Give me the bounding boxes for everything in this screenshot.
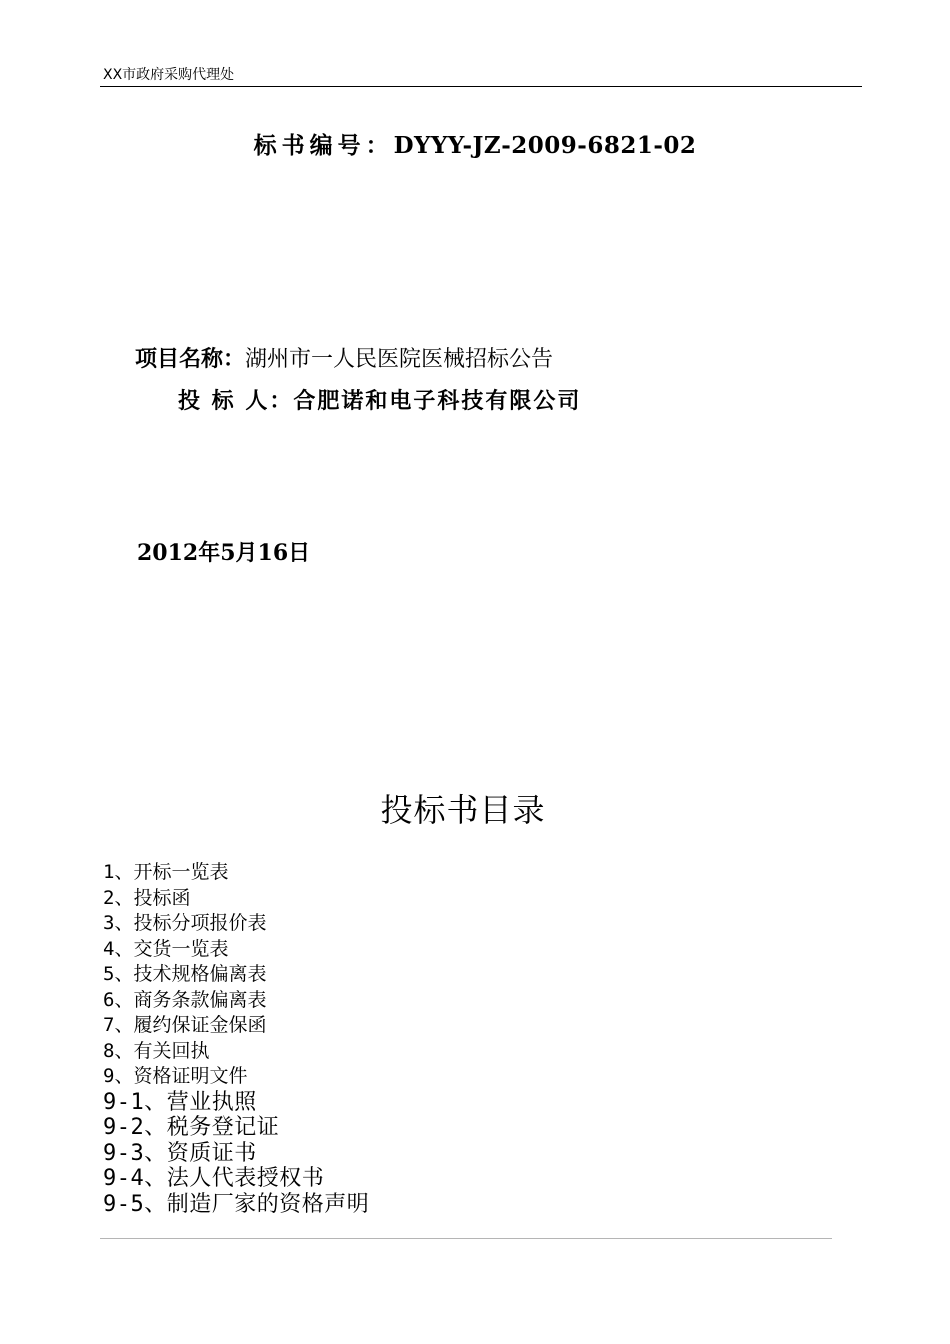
- toc-subitem: 9-4、法人代表授权书: [103, 1166, 325, 1191]
- toc-subitem: 9-3、资质证书: [103, 1140, 257, 1166]
- bid-number-value: DYYY-JZ-2009-6821-02: [393, 132, 697, 159]
- toc-item: 2、投标函: [103, 886, 191, 909]
- toc-list: [103, 860, 369, 1217]
- bidder-line: [178, 386, 581, 416]
- bidder-value: 合肥诺和电子科技有限公司: [293, 388, 582, 414]
- document-date: 2012年5月16日: [137, 540, 311, 566]
- toc-item: 5、技术规格偏离表: [103, 963, 267, 985]
- project-name-label: 项目名称：: [135, 347, 246, 372]
- toc-item: 7、履约保证金保函: [103, 1014, 267, 1036]
- toc-item: 1、开标一览表: [103, 861, 229, 883]
- footer-divider: [100, 1238, 832, 1239]
- bid-number-line: [0, 130, 950, 162]
- toc-item: 6、商务条款偏离表: [103, 988, 267, 1011]
- toc-subitem: 9-1、营业执照: [103, 1089, 257, 1115]
- page-header-org: XX市政府采购代理处: [103, 67, 235, 83]
- toc-item: 8、有关回执: [103, 1039, 210, 1062]
- toc-title: 投标书目录: [380, 791, 546, 829]
- project-name-line: [135, 345, 553, 375]
- header-divider: [100, 86, 862, 87]
- toc-subitem: 9-5、制造厂家的资格声明: [103, 1191, 370, 1217]
- bid-number-label: 标书编号：: [253, 132, 394, 159]
- project-name-value: 湖州市一人民医院医械招标公告: [245, 347, 554, 372]
- toc-item: 4、交货一览表: [103, 937, 229, 960]
- toc-item: 9、资格证明文件: [103, 1065, 248, 1087]
- toc-item: 3、投标分项报价表: [103, 912, 267, 934]
- bidder-label: 投 标 人：: [178, 388, 294, 414]
- toc-subitem: 9-2、税务登记证: [103, 1115, 280, 1140]
